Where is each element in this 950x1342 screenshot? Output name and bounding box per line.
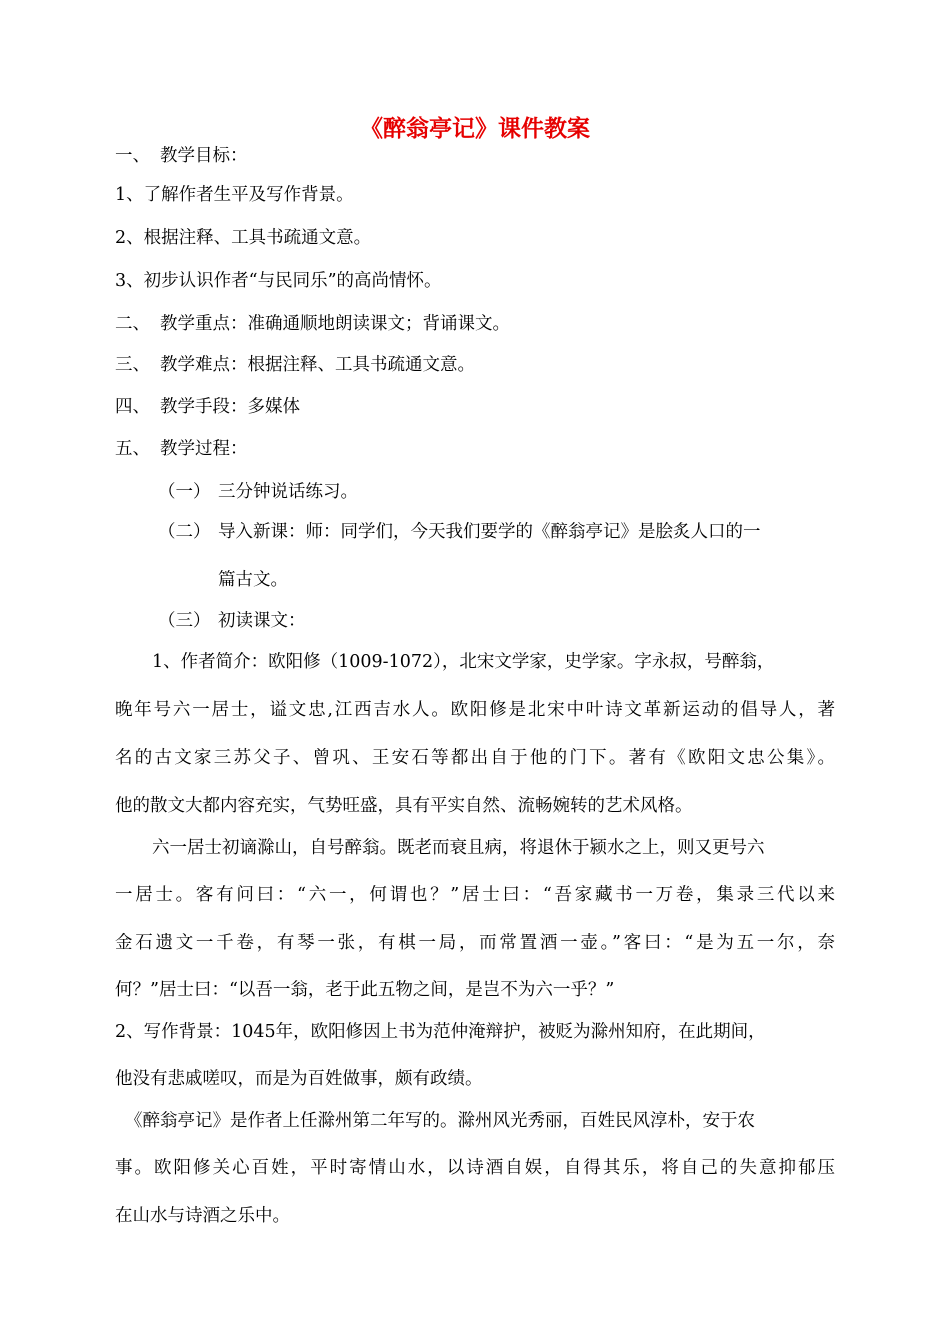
step-text: 初读课文： xyxy=(218,611,306,631)
author-intro-line-4: 他的散文大都内容充实，气势旺盛，具有平实自然、流畅婉转的艺术风格。 xyxy=(115,796,693,816)
liuyi-paragraph-line-3: 金石遗文一千卷，有琴一张，有棋一局，而常置酒一壶。”客曰：“是为五一尔，奈 xyxy=(115,933,835,953)
section-heading: 教学手段：多媒体 xyxy=(160,397,300,417)
author-intro-line-2: 晚年号六一居士，谥文忠,江西吉水人。欧阳修是北宋中叶诗文革新运动的倡导人，著 xyxy=(115,700,835,720)
author-intro-line-3: 名的古文家三苏父子、曾巩、王安石等都出自于他的门下。著有《欧阳文忠公集》。 xyxy=(115,748,835,768)
section-key-points xyxy=(115,312,510,336)
objective-item-3: 3、初步认识作者“与民同乐”的高尚情怀。 xyxy=(115,271,442,291)
author-intro-line-1: 1、作者简介：欧阳修（1009-1072），北宋文学家，史学家。字永叔，号醉翁， xyxy=(152,652,775,672)
section-process xyxy=(115,437,248,461)
document-title: 《醉翁亭记》课件教案 xyxy=(360,115,590,142)
liuyi-paragraph-line-4: 何？”居士曰：“以吾一翁，老于此五物之间，是岂不为六一乎？” xyxy=(115,980,615,1000)
zuiweng-paragraph-line-2: 事。欧阳修关心百姓，平时寄情山水，以诗酒自娱，自得其乐，将自己的失意抑郁压 xyxy=(115,1158,835,1178)
section-number: 四、 xyxy=(115,397,150,417)
zuiweng-paragraph-line-3: 在山水与诗酒之乐中。 xyxy=(115,1206,290,1226)
section-number: 三、 xyxy=(115,355,150,375)
section-objectives xyxy=(115,144,248,168)
step-text: 三分钟说话练习。 xyxy=(218,482,358,502)
section-number: 二、 xyxy=(115,314,150,334)
zuiweng-paragraph-line-1: 《醉翁亭记》是作者上任滁州第二年写的。滁州风光秀丽，百姓民风淳朴，安于农 xyxy=(125,1111,755,1131)
step-number: （二） xyxy=(158,522,211,542)
step-3 xyxy=(158,609,306,633)
section-heading: 教学难点：根据注释、工具书疏通文意。 xyxy=(160,355,475,375)
section-heading: 教学过程： xyxy=(160,439,248,459)
step-2-continuation: 篇古文。 xyxy=(218,570,288,590)
step-text: 导入新课：师：同学们，今天我们要学的《醉翁亭记》是脍炙人口的一 xyxy=(218,522,761,542)
objective-item-2: 2、根据注释、工具书疏通文意。 xyxy=(115,228,372,248)
background-line-2: 他没有悲戚嗟叹，而是为百姓做事，颇有政绩。 xyxy=(115,1069,483,1089)
section-number: 一、 xyxy=(115,146,150,166)
section-difficulties xyxy=(115,353,475,377)
section-heading: 教学目标： xyxy=(160,146,248,166)
liuyi-paragraph-line-2: 一居士。客有问曰：“六一，何谓也？”居士曰：“吾家藏书一万卷，集录三代以来 xyxy=(115,885,835,905)
step-number: （一） xyxy=(158,482,211,502)
step-number: （三） xyxy=(158,611,211,631)
objective-item-1: 1、了解作者生平及写作背景。 xyxy=(115,185,354,205)
section-heading: 教学重点：准确通顺地朗读课文；背诵课文。 xyxy=(160,314,510,334)
section-methods xyxy=(115,395,300,419)
step-2 xyxy=(158,520,761,544)
section-number: 五、 xyxy=(115,439,150,459)
liuyi-paragraph-line-1: 六一居士初谪滁山，自号醉翁。既老而衰且病，将退休于颍水之上，则又更号六 xyxy=(152,838,765,858)
background-line-1: 2、写作背景：1045年，欧阳修因上书为范仲淹辩护，被贬为滁州知府，在此期间， xyxy=(115,1022,766,1042)
step-1 xyxy=(158,480,358,504)
